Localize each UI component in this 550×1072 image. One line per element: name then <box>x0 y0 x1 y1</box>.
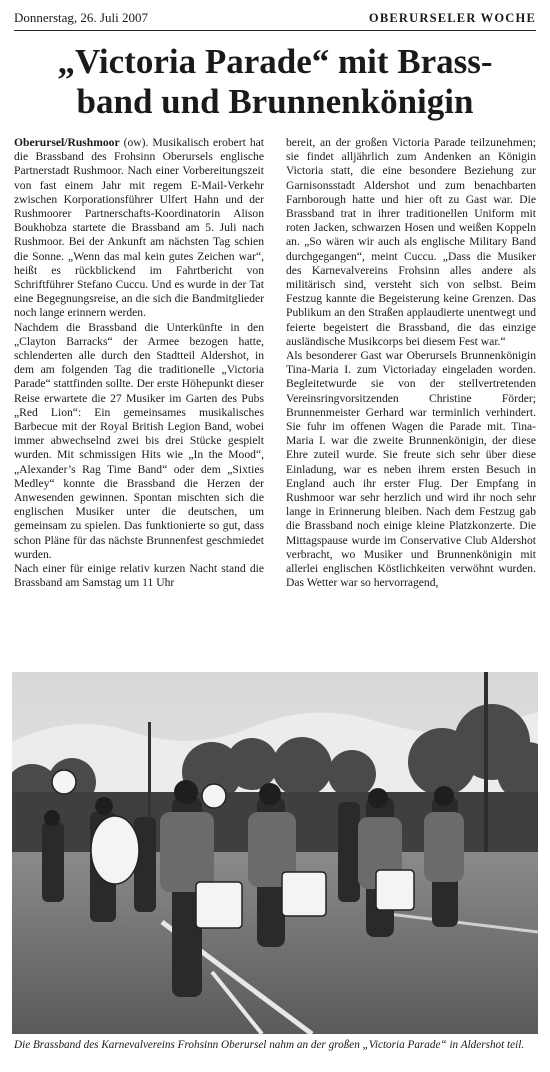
photo-caption: Die Brassband des Karnevalvereins Frohsinn Oberursel nahm an der großen „Victoria Parade“ in Aldershot teil. <box>14 1039 525 1051</box>
headline-line-1: „Victoria Parade“ mit Brass- <box>57 42 493 81</box>
paragraph-text: (ow). Musikalisch erobert hat die Brassband des Frohsinn Oberursels englische Partnerstadt Rushmoor. Nach einer Vorbereitungszeit von fast einem Jahr mit regem E-Mail-Verkehr zwischen Korporationsführer Ulfert Hahn und der Rushmoorer Partnerschafts-Koordinatorin Alison Boukhobza startete die Brassband am 5. Juli nach Rushmoor. Bei der Ankunft am nächsten Tag schien die Sonne. „Wenn das mal kein gutes Zeichen war“, heißt es rückblickend im Fahrtbericht von Schriftführer Stefano Cuccu. Und es wurde in der Tat eine Begegnungsreise, an die sich die Bandmitglieder noch lange erinnern werden. <box>14 136 264 320</box>
article-paragraph: bereit, an der großen Victoria Parade teilzunehmen; sie findet alljährlich zum Andenken an Königin Victoria statt, die eine besondere Beziehung zur Garnisonsstadt Aldershot und zum benachbarten Farnborough hatte und hier oft zu Gast war. Die Brassband trat in ihrer traditionellen Uniform mit roten Jacken, schwarzen Hosen und weißen Koppeln an. „So wären wir auch als englische Military Band durchgegangen“, meint Cuccu. „Dass die Musiker des Karnevalvereins Frohsinn alles andere als militärisch sind, versteht sich von selbst. Beim Festzug kannte die Begeisterung keine Grenzen. Das Publikum an den Straßen applaudierte unentwegt und feierte begeistert die Brassband, die das einzige ausländische Musikcorps bei diesem Fest war.“ <box>286 136 536 348</box>
newspaper-name: OBERURSELER WOCHE <box>368 11 536 25</box>
headline-line-2: band und Brunnenkönigin <box>76 82 474 121</box>
headline <box>14 42 536 122</box>
dateline: Oberursel/Rushmoor <box>14 136 120 149</box>
issue-date: Donnerstag, 26. Juli 2007 <box>14 10 148 25</box>
article-paragraph <box>14 136 264 321</box>
article-column-right <box>286 136 536 591</box>
article-column-left <box>14 136 264 591</box>
article-paragraph: Nach einer für einige relativ kurzen Nacht stand die Brassband am Samstag um 11 Uhr <box>14 562 264 590</box>
parade-photo <box>12 672 538 1034</box>
article-paragraph: Nachdem die Brassband die Unterkünfte in den „Clayton Barracks“ der Armee bezogen hatte, schlenderten alle durch den Stadtteil Aldershot, in dem am folgenden Tag die traditionelle „Victoria Parade“ stattfinden sollte. Der erste Höhepunkt dieser Reise erwartete die 27 Musiker im Garten des Pubs „Red Lion“: Ein gemeinsames musikalisches Barbecue mit der Royal British Legion Band, wobei immer abwechselnd zwei bis drei Stücke gespielt wurden. Mit schmissigen Hits wie „In the Mood“, „Alexander’s Rag Time Band“ oder dem „Sixties Medley“ konnte die Brassband die Herzen der Anwesenden gewinnen. Spontan mischten sich die englischen Musiker unter die deutschen, um gemeinsam zu spielen. Das funktionierte so gut, dass schon Pläne für das nächste Brunnenfest geschmiedet wurden. <box>14 320 264 561</box>
masthead <box>14 8 536 31</box>
parade-photo-illustration <box>12 672 538 1034</box>
article-paragraph: Als besonderer Gast war Oberursels Brunnenkönigin Tina-Maria I. zum Victoriaday eingeladen worden. Begleitetwurde sie von der stellvertretenden Vereinsringvorsitzenden Christine Förder; Brunnenmeister Gerhard war terminlich verhindert. Sie fuhr im offenen Wagen die Parade mit. Tina-Maria I. war die zweite Brunnenkönigin, der diese Ehre zuteil wurde. Sie freute sich sehr über diese Einladung, war es neben ihrem ersten Besuch in England auch ihr erster Flug. Der Empfang in Rushmoor war sehr herzlich und wird ihr noch sehr lange in Erinnerung bleiben. Nach dem Festzug gab die Brassband noch einige kleine Platzkonzerte. Die Mittagspause wurde im Conservative Club Aldershot verbracht, wo Musiker und Brunnenkönigin mit allerlei englischen Köstlichkeiten verwöhnt wurden. Das Wetter war so hervorragend, <box>286 349 536 590</box>
